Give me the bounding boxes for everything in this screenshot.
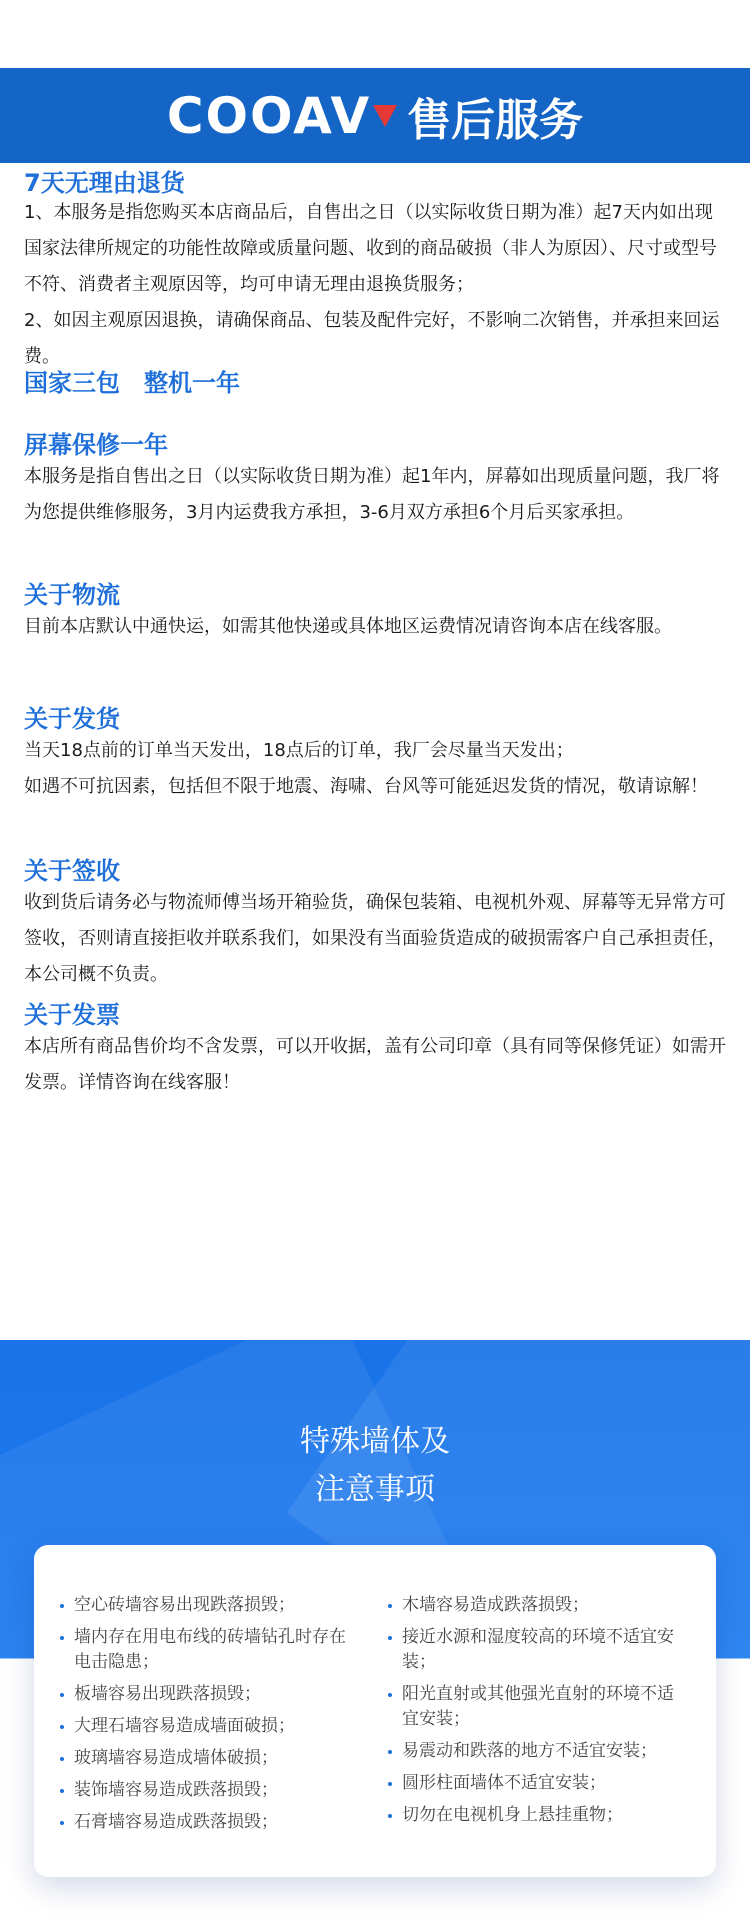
special-walls-title <box>0 1418 750 1514</box>
note-item: 接近水源和湿度较高的环境不适宜安装； <box>384 1625 684 1675</box>
section-title-screen: 屏幕保修一年 <box>24 431 168 459</box>
brand <box>167 84 583 148</box>
special-walls-title-line2: 注意事项 <box>315 1472 435 1507</box>
note-item: 墙内存在用电布线的砖墙钻孔时存在电击隐患； <box>56 1625 356 1675</box>
section-text-receipt: 收到货后请务必与物流师傅当场开箱验货，确保包装箱、电视机外观、屏幕等无异常方可签收，否则请直接拒收并联系我们，如果没有当面验货造成的破损需客户自己承担责任，本公司概不负责。 <box>24 892 726 985</box>
special-walls-title-line1: 特殊墙体及 <box>300 1424 450 1459</box>
note-item: 切勿在电视机身上悬挂重物； <box>384 1803 684 1828</box>
notes-card <box>34 1545 716 1877</box>
note-item: 玻璃墙容易造成墙体破损； <box>56 1746 356 1771</box>
notes-right-column <box>384 1593 684 1835</box>
header-banner <box>0 68 750 163</box>
special-walls-section <box>0 1340 750 1919</box>
note-item: 石膏墙容易造成跌落损毁； <box>56 1810 356 1835</box>
section-title-7day: 7天无理由退货 <box>24 169 185 197</box>
note-item: 阳光直射或其他强光直射的环境不适宜安装； <box>384 1682 684 1732</box>
section-text-7day: 1、本服务是指您购买本店商品后，自售出之日（以实际收货日期为准）起7天内如出现国家法律所规定的功能性故障或质量问题、收到的商品破损（非人为原因）、尺寸或型号不符、消费者主观原因等，均可申请无理由退换货服务； 2、如因主观原因退换，请确保商品、包装及配件完好，不影响二次销售，并承担来回运费。 <box>24 202 720 367</box>
section-title-warranty: 国家三包 整机一年 <box>24 369 240 397</box>
section-title-shipping: 关于发货 <box>24 705 120 733</box>
top-whitespace <box>0 0 750 68</box>
section-text-screen: 本服务是指自售出之日（以实际收货日期为准）起1年内，屏幕如出现质量问题，我厂将为您提供维修服务，3月内运费我方承担，3-6月双方承担6个月后买家承担。 <box>24 466 720 523</box>
notes-left-column <box>56 1593 356 1842</box>
section-title-receipt: 关于签收 <box>24 857 120 885</box>
brand-logo-text: COOAV <box>166 86 372 145</box>
header-title: 售后服务 <box>407 94 584 146</box>
section-title-logistics: 关于物流 <box>24 581 120 609</box>
note-item: 板墙容易出现跌落损毁； <box>56 1682 356 1707</box>
section-text-logistics: 目前本店默认中通快运，如需其他快递或具体地区运费情况请咨询本店在线客服。 <box>24 616 672 637</box>
note-item: 空心砖墙容易出现跌落损毁； <box>56 1593 356 1618</box>
section-text-invoice: 本店所有商品售价均不含发票，可以开收据，盖有公司印章（具有同等保修凭证）如需开发票。详情咨询在线客服！ <box>24 1036 726 1093</box>
note-item: 装饰墙容易造成跌落损毁； <box>56 1778 356 1803</box>
note-item: 易震动和跌落的地方不适宜安装； <box>384 1739 684 1764</box>
note-item: 木墙容易造成跌落损毁； <box>384 1593 684 1618</box>
section-title-invoice: 关于发票 <box>24 1001 120 1029</box>
section-text-shipping: 当天18点前的订单当天发出，18点后的订单，我厂会尽量当天发出； 如遇不可抗因素，包括但不限于地震、海啸、台风等可能延迟发货的情况，敬请谅解！ <box>24 740 708 797</box>
brand-logo-mark-icon <box>373 105 397 127</box>
note-item: 大理石墙容易造成墙面破损； <box>56 1714 356 1739</box>
note-item: 圆形柱面墙体不适宜安装； <box>384 1771 684 1796</box>
